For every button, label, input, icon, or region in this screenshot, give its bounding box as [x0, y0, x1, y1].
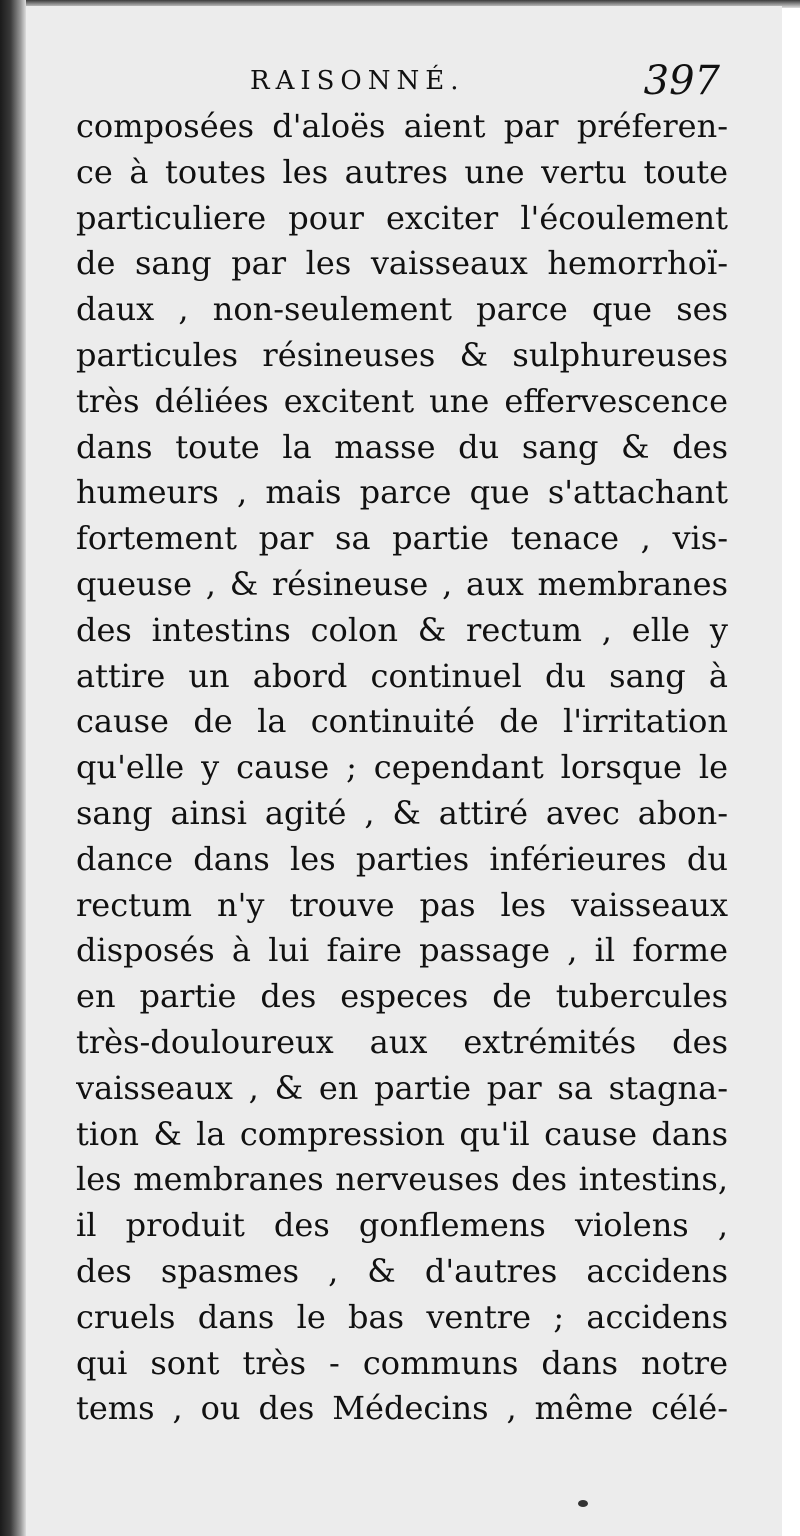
- text-line: daux , non-seulement parce que ses: [76, 290, 728, 329]
- text-line: sang ainsi agité , & attiré avec abon-: [76, 793, 728, 832]
- text-line: fortement par sa partie tenace , vis-: [76, 519, 728, 558]
- text-line: dans toute la masse du sang & des: [76, 427, 728, 466]
- text-line: des spasmes , & d'autres accidens: [76, 1251, 728, 1290]
- page-header: [250, 58, 720, 108]
- text-line: tems , ou des Médecins , même célé-: [76, 1389, 728, 1428]
- text-line: composées d'aloës aient par préferen-: [76, 107, 728, 145]
- text-line: particules résineuses & sulphureuses: [76, 335, 728, 374]
- text-line: qu'elle y cause ; cependant lorsque le: [76, 748, 728, 787]
- text-line: tion & la compression qu'il cause dans: [76, 1114, 728, 1153]
- running-head: RAISONNÉ.: [250, 66, 465, 96]
- text-line: les membranes nerveuses des intestins,: [76, 1160, 728, 1199]
- text-line: cause de la continuité de l'irritation: [76, 702, 728, 741]
- text-line: très déliées excitent une effervescence: [76, 381, 728, 420]
- text-line: ce à toutes les autres une vertu toute: [76, 152, 728, 191]
- text-line: attire un abord continuel du sang à: [76, 656, 728, 695]
- text-line: humeurs , mais parce que s'attachant: [76, 473, 728, 512]
- text-line: il produit des gonflemens violens ,: [76, 1206, 728, 1245]
- text-line: disposés à lui faire passage , il forme: [76, 931, 728, 970]
- text-line: de sang par les vaisseaux hemorrhoï-: [76, 244, 728, 283]
- text-line: particuliere pour exciter l'écoulement: [76, 198, 728, 237]
- text-line: en partie des especes de tubercules: [76, 977, 728, 1016]
- text-line: queuse , & résineuse , aux membranes: [76, 564, 728, 603]
- text-line: rectum n'y trouve pas les vaisseaux: [76, 885, 728, 924]
- ink-spot: [578, 1500, 588, 1507]
- text-line: vaisseaux , & en partie par sa stagna-: [76, 1068, 728, 1107]
- page-number: 397: [643, 58, 720, 104]
- text-line: qui sont très - communs dans notre: [76, 1343, 728, 1382]
- body-text: [76, 104, 728, 1432]
- text-line: dance dans les parties inférieures du: [76, 839, 728, 878]
- text-line: des intestins colon & rectum , elle y: [76, 610, 728, 649]
- text-line: très-douloureux aux extrémités des: [76, 1022, 728, 1061]
- scan-left-edge: [0, 0, 26, 1536]
- text-line: cruels dans le bas ventre ; accidens: [76, 1297, 728, 1336]
